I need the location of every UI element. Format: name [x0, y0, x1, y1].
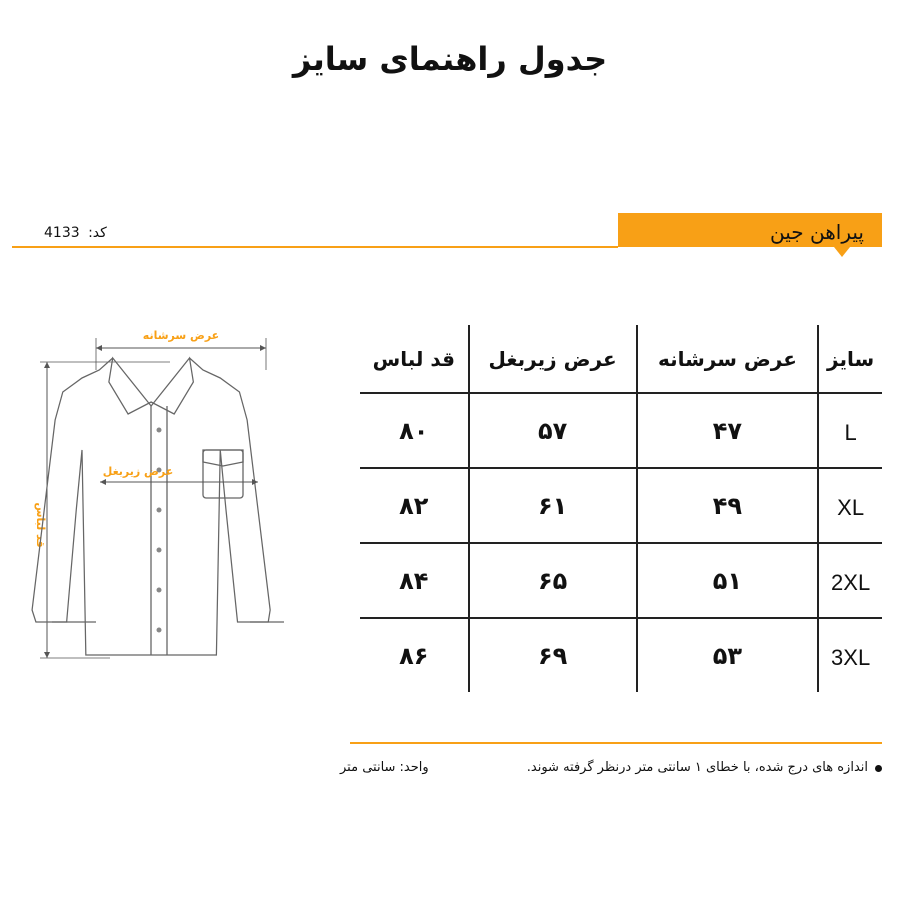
cell-shoulder: ۴۹ [637, 468, 819, 543]
table-row [360, 468, 882, 543]
cell-chest: ۶۱ [469, 468, 637, 543]
cell-shoulder: ۵۱ [637, 543, 819, 618]
cell-chest: ۶۹ [469, 618, 637, 692]
shoulder-dimension [96, 338, 266, 370]
table-row [360, 543, 882, 618]
product-banner: پیراهن جین [618, 213, 882, 247]
cell-length: ۸۰ [360, 393, 469, 468]
page-title: جدول راهنمای سایز [292, 40, 608, 78]
chest-label: عرض زیربغل [102, 465, 174, 478]
cell-chest: ۶۵ [469, 543, 637, 618]
table-header-row [360, 325, 882, 393]
footer-divider [350, 742, 882, 744]
chest-dimension [100, 479, 258, 485]
length-label: قد لباس [34, 502, 47, 548]
banner-divider [12, 246, 618, 248]
product-code-value: 4133 [44, 225, 80, 241]
table-row [360, 393, 882, 468]
product-code [40, 225, 107, 241]
cell-size: 3XL [831, 645, 871, 670]
cell-length: ۸۴ [360, 543, 469, 618]
cell-length: ۸۶ [360, 618, 469, 692]
shirt-buttons [157, 428, 162, 633]
footer [340, 760, 882, 784]
cell-shoulder: ۴۷ [637, 393, 819, 468]
bullet-icon [875, 765, 882, 772]
cell-size: L [818, 393, 882, 468]
cell-chest: ۵۷ [469, 393, 637, 468]
header-chest: عرض زیربغل [469, 325, 637, 393]
banner-tail [834, 247, 850, 257]
shirt-outline [32, 358, 284, 655]
cell-size: XL [818, 468, 882, 543]
header-length: قد لباس [360, 325, 469, 393]
footer-unit: واحد: سانتی متر [340, 760, 429, 775]
size-table [360, 325, 882, 692]
header-size: سایز [818, 325, 882, 393]
shirt-diagram [20, 310, 290, 670]
product-code-label: کد: [88, 225, 107, 241]
shoulder-label: عرض سرشانه [142, 329, 220, 342]
cell-size: 2XL [818, 543, 882, 618]
footer-note: اندازه های درج شده، با خطای ۱ سانتی متر درنظر گرفته شوند. [526, 760, 868, 775]
table-row [360, 618, 882, 692]
header-shoulder: عرض سرشانه [637, 325, 819, 393]
cell-shoulder: ۵۳ [637, 618, 819, 692]
cell-length: ۸۲ [360, 468, 469, 543]
